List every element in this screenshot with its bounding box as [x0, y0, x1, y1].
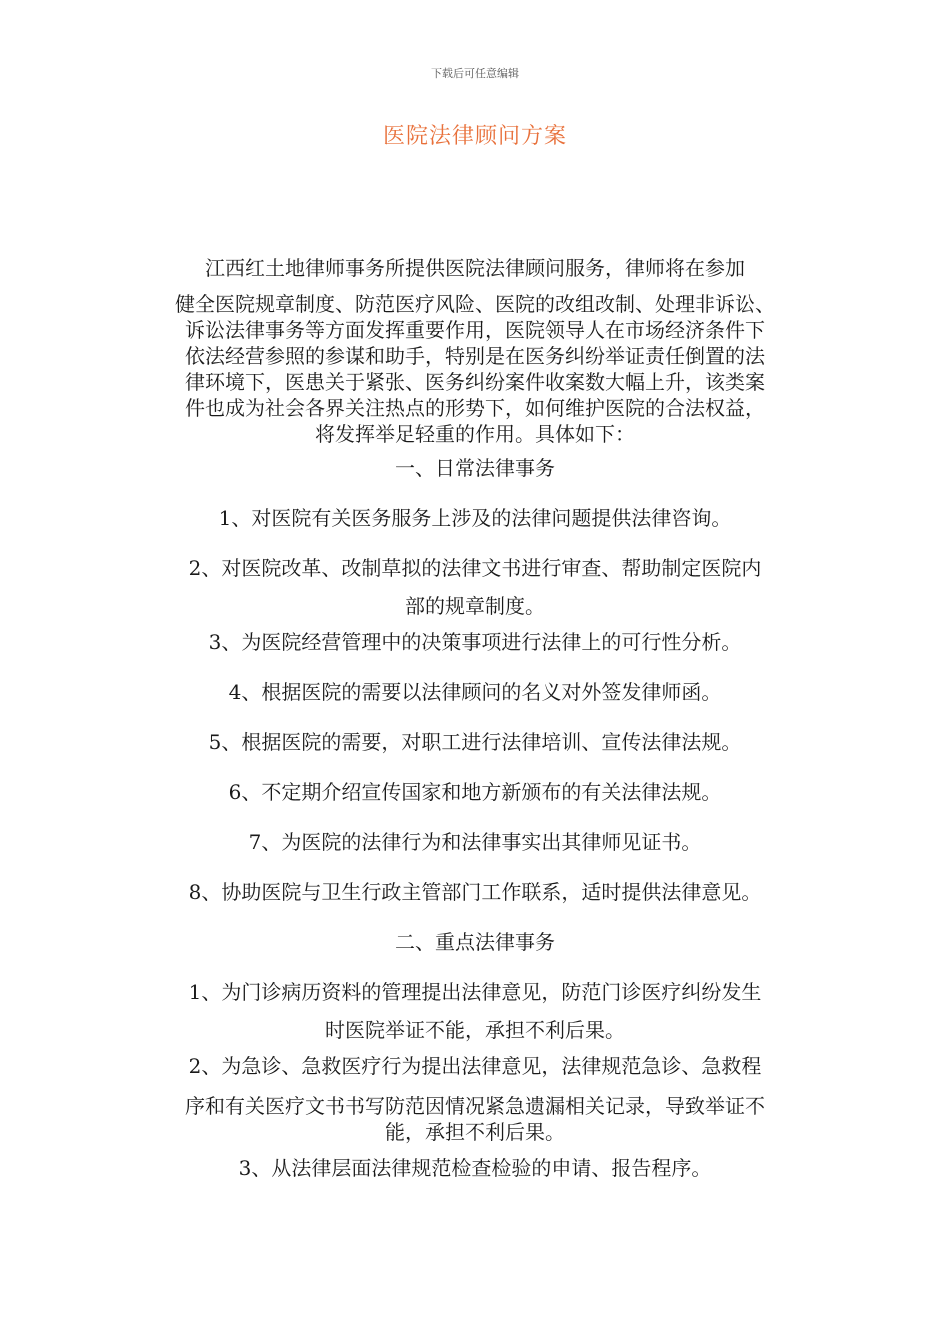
list-item: 1、对医院有关医务服务上涉及的法律问题提供法律咨询。 [218, 506, 732, 530]
list-item: 1、为门诊病历资料的管理提出法律意见，防范门诊医疗纠纷发生 [188, 980, 762, 1004]
intro-line: 健全医院规章制度、防范医疗风险、医院的改组改制、处理非诉讼、 [175, 292, 775, 316]
list-item: 序和有关医疗文书书写防范因情况紧急遗漏相关记录，导致举证不 [185, 1094, 765, 1118]
intro-line: 江西红土地律师事务所提供医院法律顾问服务，律师将在参加 [205, 256, 745, 280]
section-heading: 一、日常法律事务 [395, 456, 555, 480]
list-item: 5、根据医院的需要，对职工进行法律培训、宣传法律法规。 [208, 730, 742, 754]
section-heading: 二、重点法律事务 [395, 930, 555, 954]
intro-line: 件也成为社会各界关注热点的形势下，如何维护医院的合法权益， [185, 396, 765, 420]
list-item: 2、对医院改革、改制草拟的法律文书进行审查、帮助制定医院内 [188, 556, 762, 580]
list-item: 4、根据医院的需要以法律顾问的名义对外签发律师函。 [228, 680, 722, 704]
list-item: 8、协助医院与卫生行政主管部门工作联系，适时提供法律意见。 [188, 880, 762, 904]
list-item: 3、从法律层面法律规范检查检验的申请、报告程序。 [238, 1156, 712, 1180]
list-item: 时医院举证不能，承担不利后果。 [325, 1018, 625, 1042]
intro-line: 律环境下，医患关于紧张、医务纠纷案件收案数大幅上升，该类案 [185, 370, 765, 394]
header-note: 下载后可任意编辑 [431, 67, 519, 80]
list-item: 3、为医院经营管理中的决策事项进行法律上的可行性分析。 [208, 630, 742, 654]
intro-line: 诉讼法律事务等方面发挥重要作用，医院领导人在市场经济条件下 [185, 318, 765, 342]
list-item: 部的规章制度。 [405, 594, 545, 618]
list-item: 7、为医院的法律行为和法律事实出其律师见证书。 [248, 830, 702, 854]
list-item: 6、不定期介绍宣传国家和地方新颁布的有关法律法规。 [228, 780, 722, 804]
intro-line: 依法经营参照的参谋和助手，特别是在医务纠纷举证责任倒置的法 [185, 344, 765, 368]
document-title: 医院法律顾问方案 [382, 124, 567, 149]
list-item: 2、为急诊、急救医疗行为提出法律意见，法律规范急诊、急救程 [188, 1054, 762, 1078]
intro-line: 将发挥举足轻重的作用。具体如下： [315, 422, 635, 446]
list-item: 能，承担不利后果。 [385, 1120, 565, 1144]
